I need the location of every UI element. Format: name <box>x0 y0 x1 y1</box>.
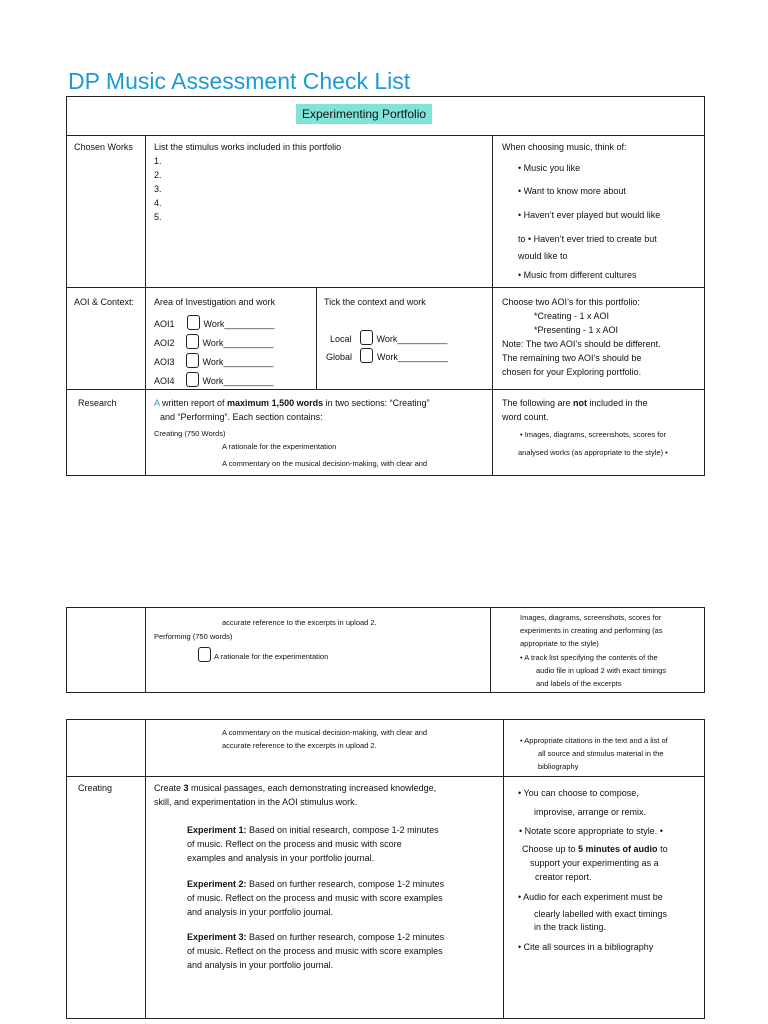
work-number-4: 4. <box>154 197 162 208</box>
aoi-note: *Creating - 1 x AOI <box>534 310 610 321</box>
checkbox[interactable] <box>360 330 373 345</box>
experiment-2 <box>187 878 497 920</box>
experiment-line <box>187 931 497 945</box>
checkbox[interactable] <box>198 647 211 662</box>
creating-tip: • Cite all sources in a bibliography <box>518 942 654 952</box>
excluded-item: analysed works (as appropriate to the style) • <box>518 448 668 457</box>
audio-limit-line <box>522 843 704 857</box>
creating-tip: clearly labelled with exact timings <box>534 909 668 919</box>
creating-intro <box>154 782 499 796</box>
audio-c: to <box>657 844 668 854</box>
excluded-line: • A track list specifying the contents of the <box>520 653 658 663</box>
commentary-item: A commentary on the musical decision-making, with clear and <box>222 728 428 737</box>
creating-tip: • Notate score appropriate to style. • <box>519 826 663 836</box>
context-local-row <box>330 330 447 347</box>
excluded-item: • Images, diagrams, screenshots, scores for <box>520 430 667 439</box>
excluded-line: and labels of the excerpts <box>536 678 622 688</box>
excluded-note-line <box>502 397 702 411</box>
experiment-line <box>187 824 497 838</box>
research-intro-d: in two sections: “Creating” <box>323 398 430 408</box>
aoi-note: *Presenting - 1 x AOI <box>534 324 619 335</box>
excluded-line: Images, diagrams, screenshots, scores for <box>520 613 662 622</box>
chosen-works-instruction: List the stimulus works included in this portfolio <box>154 142 342 152</box>
tip: would like to <box>518 251 568 261</box>
creating-tip: in the track listing. <box>534 922 607 932</box>
rationale-row <box>198 647 328 664</box>
divider <box>145 719 146 1019</box>
checkbox[interactable] <box>186 372 199 387</box>
tip: • Want to know more about <box>518 186 626 196</box>
commentary-item: accurate reference to the excerpts in upload 2. <box>222 741 377 750</box>
aoi-work: Work__________ <box>202 357 274 367</box>
divider <box>66 389 705 390</box>
accurate-reference: accurate reference to the excerpts in upload 2. <box>222 618 377 627</box>
divider <box>66 287 705 288</box>
experiment-text: Based on further research, compose 1-2 minutes <box>246 879 445 889</box>
creating-tip <box>522 843 704 885</box>
research-label: Research <box>78 398 117 408</box>
context-heading: Tick the context and work <box>324 297 426 307</box>
excluded-line: appropriate to the style) <box>520 638 599 648</box>
checkbox[interactable] <box>186 353 199 368</box>
divider <box>490 607 491 693</box>
experiment-line <box>187 878 497 892</box>
checkbox[interactable] <box>187 315 200 330</box>
audio-line: support your experimenting as a <box>530 857 659 868</box>
aoi-note: Note: The two AOI’s should be different. <box>502 338 661 349</box>
context-global-row <box>326 348 448 365</box>
excluded-a: The following are <box>502 398 574 408</box>
aoi-row <box>154 315 274 332</box>
performing-heading: Performing (750 words) <box>154 632 233 641</box>
aoi-label: AOI & Context: <box>74 297 135 307</box>
audio-limit: 5 minutes of audio <box>578 844 658 854</box>
tips-heading: When choosing music, think of: <box>502 142 627 152</box>
creating-tip: • You can choose to compose, <box>518 788 639 798</box>
checkbox[interactable] <box>360 348 373 363</box>
aoi-note: chosen for your Exploring portfolio. <box>502 366 642 377</box>
aoi-note: The remaining two AOI’s should be <box>502 352 642 363</box>
experiment-label: Experiment 1: <box>187 825 247 835</box>
excluded-note <box>502 397 702 425</box>
tip: • Haven’t ever played but would like <box>518 210 661 220</box>
aoi-work: Work__________ <box>202 338 274 348</box>
experiment-text: Based on further research, compose 1-2 minutes <box>246 932 445 942</box>
aoi-name: AOI2 <box>154 338 175 348</box>
work-number-1: 1. <box>154 155 162 166</box>
chosen-works-label: Chosen Works <box>74 142 133 152</box>
context-work: Work__________ <box>377 352 448 362</box>
excluded-line: experiments in creating and performing (as <box>520 625 663 635</box>
experiment-line: examples and analysis in your portfolio journal. <box>187 852 375 863</box>
tip: • Music from different cultures <box>518 270 637 280</box>
create-count: 3 <box>183 783 189 793</box>
tip: • Music you like <box>518 163 581 173</box>
research-cell <box>154 397 490 425</box>
rationale-item: A rationale for the experimentation <box>222 442 337 451</box>
divider <box>145 607 146 693</box>
aoi-heading: Area of Investigation and work <box>154 297 276 307</box>
chosen-works-cell <box>154 141 484 225</box>
experiment-label: Experiment 3: <box>187 932 247 942</box>
creating-tip: • Audio for each experiment must be <box>518 892 663 902</box>
divider <box>316 287 317 389</box>
aoi-note: Choose two AOI’s for this portfolio: <box>502 297 640 307</box>
experiment-label: Experiment 2: <box>187 879 247 889</box>
aoi-name: AOI4 <box>154 376 175 386</box>
work-number-2: 2. <box>154 169 162 180</box>
research-intro-a: A <box>154 398 160 408</box>
excluded-list <box>520 612 704 691</box>
experiment-1 <box>187 824 497 866</box>
aoi-row <box>154 334 273 351</box>
creating-cell <box>154 782 499 810</box>
citation-line: all source and stimulus material in the <box>538 748 664 758</box>
divider <box>66 135 705 136</box>
tip: to • Haven’t ever tried to create but <box>518 234 657 244</box>
creating-intro-line2: skill, and experimentation in the AOI stimulus work. <box>154 796 358 807</box>
excluded-c: included in the <box>587 398 648 408</box>
citation-line: bibliography <box>538 761 579 771</box>
context-local: Local <box>330 334 352 344</box>
research-intro-line2: and “Performing”. Each section contains: <box>160 411 323 422</box>
create-a: Create <box>154 783 184 793</box>
aoi-work: Work__________ <box>203 319 275 329</box>
context-global: Global <box>326 352 353 362</box>
aoi-name: AOI1 <box>154 319 175 329</box>
research-intro-b: written report of <box>159 398 228 408</box>
creating-heading: Creating (750 Words) <box>154 429 226 438</box>
create-c: musical passages, each demonstrating increased knowledge, <box>188 783 437 793</box>
aoi-name: AOI3 <box>154 357 175 367</box>
divider <box>503 719 504 1019</box>
research-word-limit: maximum 1,500 words <box>227 398 324 408</box>
aoi-notes <box>502 296 702 380</box>
experiment-text: Based on initial research, compose 1-2 minutes <box>246 825 439 835</box>
checkbox[interactable] <box>186 334 199 349</box>
citation-line: • Appropriate citations in the text and a list of <box>520 736 668 745</box>
experiment-line: of music. Reflect on the process and music with score <box>187 838 402 849</box>
choosing-tips <box>502 141 702 155</box>
divider <box>145 135 146 476</box>
work-number-5: 5. <box>154 211 162 222</box>
excluded-line: audio file in upload 2 with exact timings <box>536 666 667 675</box>
page-title: DP Music Assessment Check List <box>68 68 411 94</box>
citation-note <box>520 735 704 773</box>
rationale-item: A rationale for the experimentation <box>214 652 329 661</box>
audio-a: Choose up to <box>522 844 579 854</box>
creating-label: Creating <box>78 783 113 793</box>
experiment-line: and analysis in your portfolio journal. <box>187 906 334 917</box>
divider <box>66 776 705 777</box>
research-intro <box>154 397 490 411</box>
experiment-line: of music. Reflect on the process and music with score examples <box>187 945 443 956</box>
aoi-row <box>154 372 273 389</box>
creating-tip: improvise, arrange or remix. <box>534 807 647 817</box>
excluded-not: not <box>573 398 588 408</box>
divider <box>492 135 493 476</box>
experiment-3 <box>187 931 497 973</box>
experiment-line: of music. Reflect on the process and music with score examples <box>187 892 443 903</box>
context-work: Work__________ <box>376 334 448 344</box>
work-number-3: 3. <box>154 183 162 194</box>
portfolio-heading: Experimenting Portfolio <box>296 104 432 124</box>
experiment-line: and analysis in your portfolio journal. <box>187 959 334 970</box>
aoi-row <box>154 353 273 370</box>
audio-line: creator report. <box>535 871 592 882</box>
aoi-work: Work__________ <box>202 376 274 386</box>
excluded-note-line2: word count. <box>502 411 549 422</box>
commentary-item: A commentary on the musical decision-making, with clear and <box>222 459 428 468</box>
